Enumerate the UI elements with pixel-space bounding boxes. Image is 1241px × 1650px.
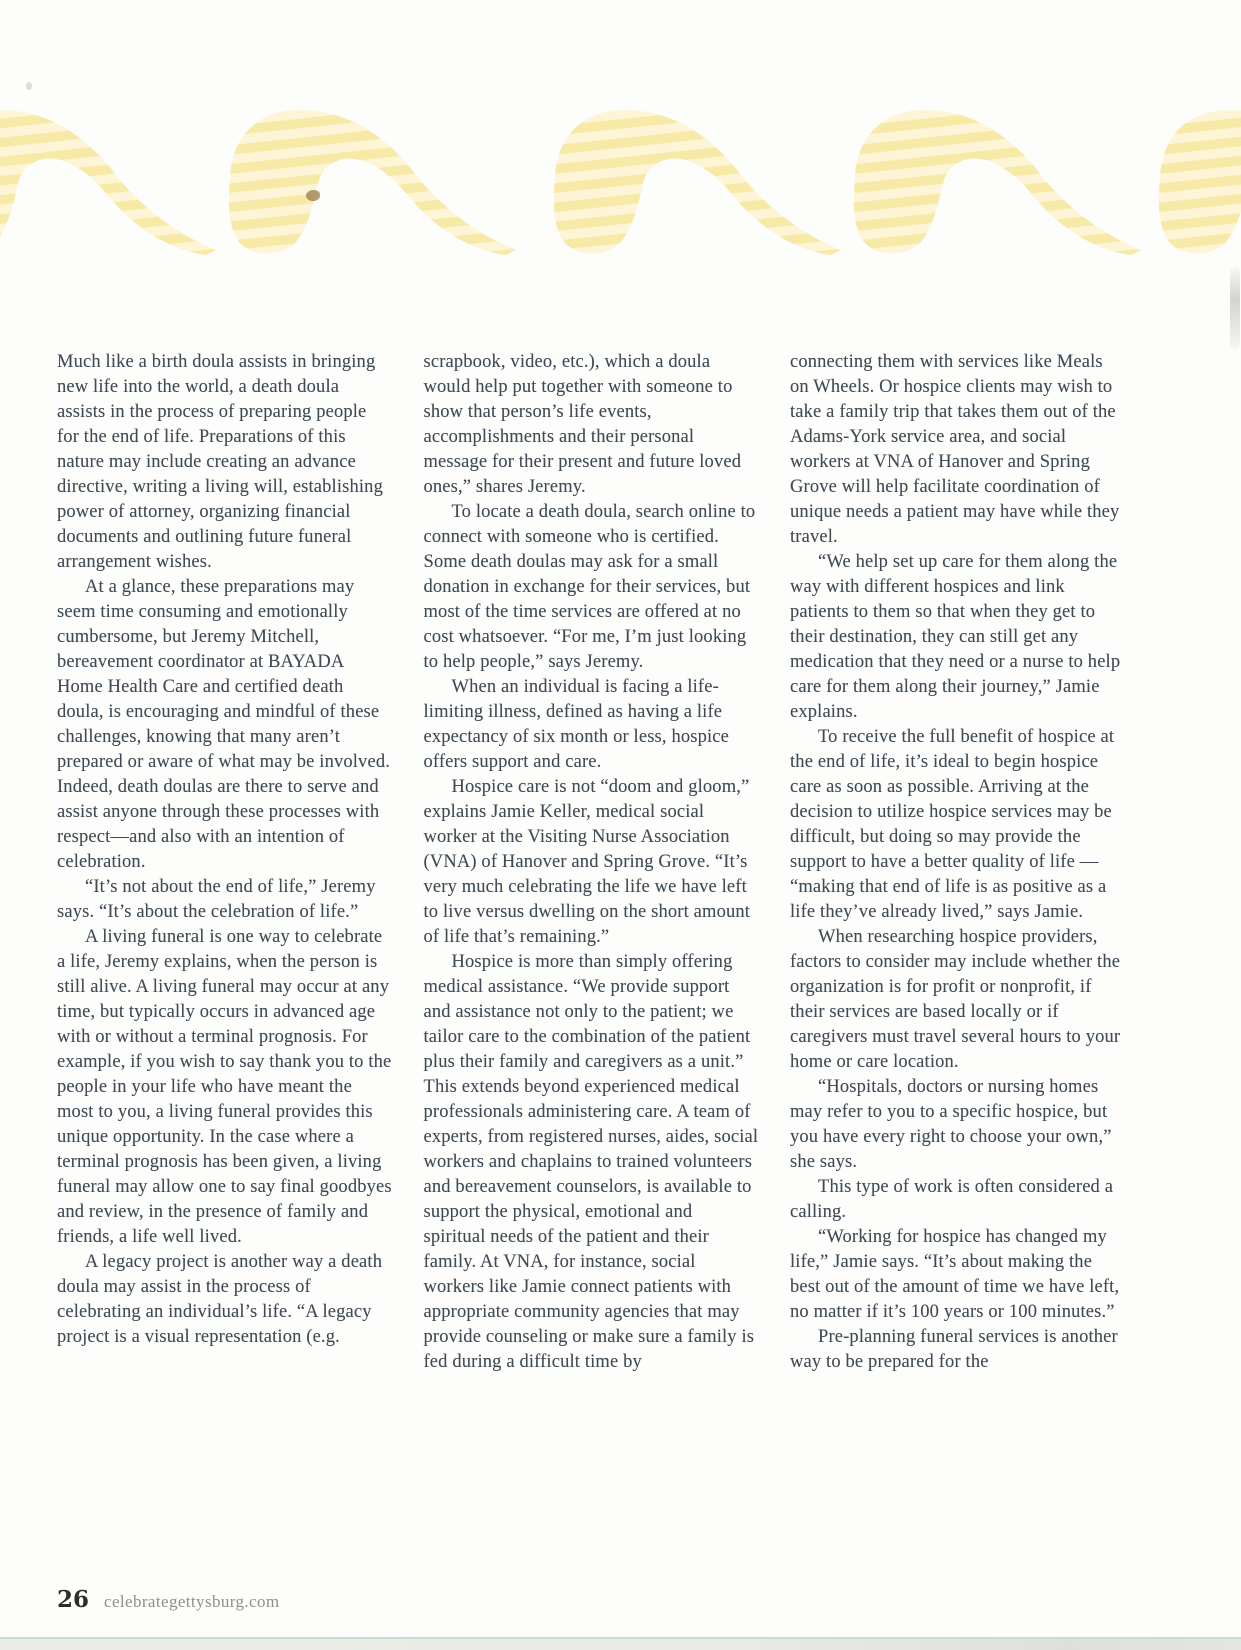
page-footer: [57, 1586, 280, 1613]
paragraph: “It’s not about the end of life,” Jeremy says. “It’s about the celebration of life.”: [57, 877, 376, 922]
paragraph: When an individual is facing a life-limiting illness, defined as having a life expectancy of six month or less, hospice offers support and care.: [423, 677, 730, 772]
paragraph: At a glance, these preparations may seem time consuming and emotionally cumbersome, but Jeremy Mitchell, bereavement coordinator at BAYADA Home Health Care and certified death doula, is encouraging and mindful of these challenges, knowing that many aren’t prepared or aware of what may be involved. Indeed, death doulas are there to serve and assist anyone through these processes with respect—and also with an intention of celebration.: [57, 577, 390, 872]
paragraph: To locate a death doula, search online to connect with someone who is certified. Some death doulas may ask for a small donation in exchange for their services, but most of the time services are offered at no cost whatsoever. “For me, I’m just looking to help people,” says Jeremy.: [423, 502, 756, 672]
paragraph: Much like a birth doula assists in bringing new life into the world, a death doula assists in the process of preparing people for the end of life. Preparations of this nature may include creating an advance directive, writing a living will, establishing power of attorney, organizing financial documents and outlining future funeral arrangement wishes.: [57, 352, 383, 572]
paragraph: When researching hospice providers, factors to consider may include whether the organization is for profit or nonprofit, if their services are based locally or if caregivers must travel several hours to your home or care location.: [790, 927, 1121, 1072]
paragraph: “We help set up care for them along the way with different hospices and link patients to them so that when they get to their destination, they can still get any medication that they need or a nurse to help care for them along their journey,” Jamie explains.: [790, 552, 1121, 722]
page-number: 26: [57, 1586, 90, 1613]
paragraph: This type of work is often considered a calling.: [790, 1177, 1114, 1222]
paragraph: A living funeral is one way to celebrate a life, Jeremy explains, when the person is still alive. A living funeral may occur at any time, but typically occurs in advanced age with or without a terminal prognosis. For example, if you wish to say thank you to the people in your life who have meant the most to you, a living funeral provides this unique opportunity. In the case where a terminal prognosis has been given, a living funeral may allow one to say final goodbyes and review, in the presence of family and friends, a life well lived.: [57, 927, 392, 1247]
article-column-2: [424, 350, 759, 1375]
next-page-edge: [0, 1637, 1241, 1650]
paragraph: Pre-planning funeral services is another way to be prepared for the: [790, 1327, 1118, 1372]
paragraph: A legacy project is another way a death doula may assist in the process of celebrating an individual’s life. “A legacy project is a visual representation (e.g.: [57, 1252, 383, 1347]
striped-wave-border: [0, 0, 1241, 280]
paragraph: Hospice care is not “doom and gloom,” explains Jamie Keller, medical social worker at the Visiting Nurse Association (VNA) of Hanover and Spring Grove. “It’s very much celebrating the life we have left to live versus dwelling on the short amount of life that’s remaining.”: [423, 777, 751, 947]
website-url: celebrategettysburg.com: [104, 1592, 280, 1611]
paragraph: “Working for hospice has changed my life,” Jamie says. “It’s about making the best out of the amount of time we have left, no matter if it’s 100 years or 100 minutes.”: [790, 1227, 1120, 1322]
paragraph: connecting them with services like Meals on Wheels. Or hospice clients may wish to take a family trip that takes them out of the Adams-York service area, and social workers at VNA of Hanover and Spring Grove will help facilitate coordination of unique needs a patient may have while they travel.: [790, 352, 1120, 547]
paragraph: “Hospitals, doctors or nursing homes may refer to you to a specific hospice, but you have every right to choose your own,” she says.: [790, 1077, 1112, 1172]
scan-speck: [306, 190, 320, 201]
paragraph: Hospice is more than simply offering medical assistance. “We provide support and assistance not only to the patient; we tailor care to the combination of the patient plus their family and caregivers as a unit.” This extends beyond experienced medical professionals administering care. A team of experts, from registered nurses, aides, social workers and chaplains to trained volunteers and bereavement counselors, is available to support the physical, emotional and spiritual needs of the patient and their family. At VNA, for instance, social workers like Jamie connect patients with appropriate community agencies that may provide counseling or make sure a family is fed during a difficult time by: [423, 952, 759, 1372]
article-column-1: [57, 350, 392, 1375]
article-column-3: [790, 350, 1125, 1375]
paragraph: scrapbook, video, etc.), which a doula would help put together with someone to show that person’s life events, accomplishments and their personal message for their present and future loved ones,” shares Jeremy.: [423, 352, 742, 497]
article-body: [57, 350, 1125, 1375]
scan-speck-small: [26, 82, 32, 90]
paragraph: To receive the full benefit of hospice at the end of life, it’s ideal to begin hospice care as soon as possible. Arriving at the decision to utilize hospice services may be difficult, but doing so may provide the support to have a better quality of life — “making that end of life is as positive as a life they’ve already lived,” says Jamie.: [790, 727, 1115, 922]
scan-edge-shadow: [1230, 266, 1240, 350]
